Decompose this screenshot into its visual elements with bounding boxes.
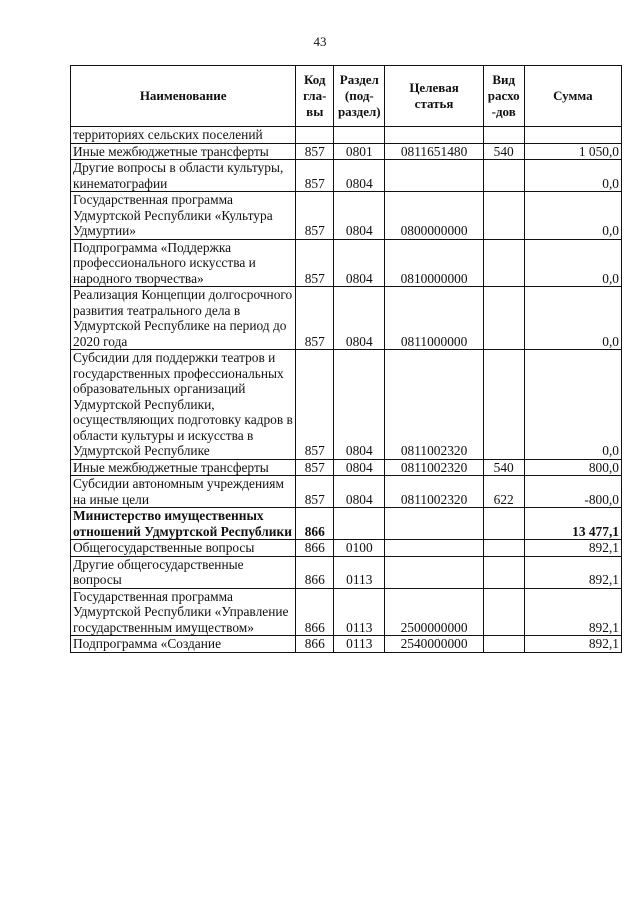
cell-name: Реализация Концепции долгосрочного развития театрального дела в Удмуртской Республике на период до 2020 года bbox=[71, 287, 296, 350]
cell-expense-type: 622 bbox=[483, 476, 524, 508]
cell-code: 857 bbox=[296, 476, 334, 508]
page-number: 43 bbox=[313, 34, 327, 49]
cell-name: Другие общегосударственные вопросы bbox=[71, 556, 296, 588]
cell-code: 866 bbox=[296, 540, 334, 557]
cell-amount: 1 050,0 bbox=[524, 143, 621, 160]
cell-name: Государственная программа Удмуртской Республики «Культура Удмуртии» bbox=[71, 192, 296, 240]
cell-name: Иные межбюджетные трансферты bbox=[71, 459, 296, 476]
cell-name: Государственная программа Удмуртской Республики «Управление государственным имуществом» bbox=[71, 588, 296, 636]
table-body bbox=[71, 127, 622, 653]
cell-target bbox=[385, 508, 483, 540]
cell-section: 0113 bbox=[334, 588, 385, 636]
cell-amount: 13 477,1 bbox=[524, 508, 621, 540]
cell-amount: 892,1 bbox=[524, 636, 621, 653]
cell-section: 0113 bbox=[334, 556, 385, 588]
table-row bbox=[71, 192, 622, 240]
cell-target: 0811002320 bbox=[385, 350, 483, 460]
cell-amount: 0,0 bbox=[524, 350, 621, 460]
cell-section: 0804 bbox=[334, 476, 385, 508]
cell-code: 857 bbox=[296, 350, 334, 460]
cell-name: Подпрограмма «Поддержка профессионального искусства и народного творчества» bbox=[71, 239, 296, 287]
cell-amount: 0,0 bbox=[524, 287, 621, 350]
cell-name: территориях сельских поселений bbox=[71, 127, 296, 144]
cell-code: 866 bbox=[296, 588, 334, 636]
cell-section: 0804 bbox=[334, 160, 385, 192]
cell-code: 866 bbox=[296, 508, 334, 540]
cell-target: 0811000000 bbox=[385, 287, 483, 350]
header-amount: Сумма bbox=[524, 66, 621, 127]
cell-target: 0811002320 bbox=[385, 459, 483, 476]
cell-amount: 892,1 bbox=[524, 556, 621, 588]
cell-expense-type bbox=[483, 160, 524, 192]
cell-target bbox=[385, 556, 483, 588]
cell-expense-type bbox=[483, 588, 524, 636]
cell-target: 2500000000 bbox=[385, 588, 483, 636]
cell-amount: 800,0 bbox=[524, 459, 621, 476]
table-row bbox=[71, 350, 622, 460]
header-section: Раздел (под- раздел) bbox=[334, 66, 385, 127]
cell-expense-type bbox=[483, 540, 524, 557]
table-row bbox=[71, 508, 622, 540]
cell-expense-type bbox=[483, 350, 524, 460]
cell-name: Подпрограмма «Создание bbox=[71, 636, 296, 653]
cell-section: 0804 bbox=[334, 287, 385, 350]
cell-name: Общегосударственные вопросы bbox=[71, 540, 296, 557]
header-code: Код гла- вы bbox=[296, 66, 334, 127]
cell-section bbox=[334, 127, 385, 144]
cell-code: 866 bbox=[296, 636, 334, 653]
cell-section: 0804 bbox=[334, 239, 385, 287]
cell-code: 857 bbox=[296, 239, 334, 287]
cell-expense-type: 540 bbox=[483, 459, 524, 476]
cell-code: 857 bbox=[296, 287, 334, 350]
table-row bbox=[71, 476, 622, 508]
cell-expense-type bbox=[483, 287, 524, 350]
table-row bbox=[71, 160, 622, 192]
cell-amount: 0,0 bbox=[524, 192, 621, 240]
cell-name: Субсидии автономным учреждениям на иные цели bbox=[71, 476, 296, 508]
table-row bbox=[71, 287, 622, 350]
cell-code: 857 bbox=[296, 143, 334, 160]
header-expense-type: Вид расхо -дов bbox=[483, 66, 524, 127]
cell-amount: 892,1 bbox=[524, 588, 621, 636]
cell-section: 0804 bbox=[334, 192, 385, 240]
cell-section: 0113 bbox=[334, 636, 385, 653]
cell-code: 857 bbox=[296, 459, 334, 476]
cell-expense-type bbox=[483, 556, 524, 588]
table-row bbox=[71, 636, 622, 653]
table-row bbox=[71, 459, 622, 476]
cell-name: Министерство имущественных отношений Удмуртской Республики bbox=[71, 508, 296, 540]
cell-expense-type bbox=[483, 636, 524, 653]
cell-name: Другие вопросы в области культуры, кинематографии bbox=[71, 160, 296, 192]
cell-target: 0810000000 bbox=[385, 239, 483, 287]
cell-section: 0100 bbox=[334, 540, 385, 557]
cell-amount: 0,0 bbox=[524, 160, 621, 192]
cell-target: 0811002320 bbox=[385, 476, 483, 508]
cell-target bbox=[385, 127, 483, 144]
cell-expense-type bbox=[483, 127, 524, 144]
cell-amount: 892,1 bbox=[524, 540, 621, 557]
cell-target bbox=[385, 540, 483, 557]
table-row bbox=[71, 239, 622, 287]
cell-amount bbox=[524, 127, 621, 144]
cell-code bbox=[296, 127, 334, 144]
cell-expense-type bbox=[483, 508, 524, 540]
table-header-row bbox=[71, 66, 622, 127]
cell-code: 857 bbox=[296, 192, 334, 240]
cell-amount: 0,0 bbox=[524, 239, 621, 287]
cell-section: 0804 bbox=[334, 350, 385, 460]
cell-target: 0811651480 bbox=[385, 143, 483, 160]
cell-section bbox=[334, 508, 385, 540]
cell-target bbox=[385, 160, 483, 192]
cell-code: 857 bbox=[296, 160, 334, 192]
cell-expense-type bbox=[483, 239, 524, 287]
cell-amount: -800,0 bbox=[524, 476, 621, 508]
table-row bbox=[71, 143, 622, 160]
table-row bbox=[71, 556, 622, 588]
table-row bbox=[71, 588, 622, 636]
table-row bbox=[71, 127, 622, 144]
cell-target: 0800000000 bbox=[385, 192, 483, 240]
table-row bbox=[71, 540, 622, 557]
header-name: Наименование bbox=[71, 66, 296, 127]
cell-target: 2540000000 bbox=[385, 636, 483, 653]
budget-table bbox=[70, 65, 622, 653]
cell-code: 866 bbox=[296, 556, 334, 588]
cell-name: Иные межбюджетные трансферты bbox=[71, 143, 296, 160]
cell-expense-type bbox=[483, 192, 524, 240]
cell-name: Субсидии для поддержки театров и государственных профессиональных образовательных организаций Удмуртской Республики, осуществляющих подготовку кадров в области культуры и искусства в Удмуртской Республике bbox=[71, 350, 296, 460]
cell-section: 0801 bbox=[334, 143, 385, 160]
cell-expense-type: 540 bbox=[483, 143, 524, 160]
cell-section: 0804 bbox=[334, 459, 385, 476]
header-target: Целевая статья bbox=[385, 66, 483, 127]
